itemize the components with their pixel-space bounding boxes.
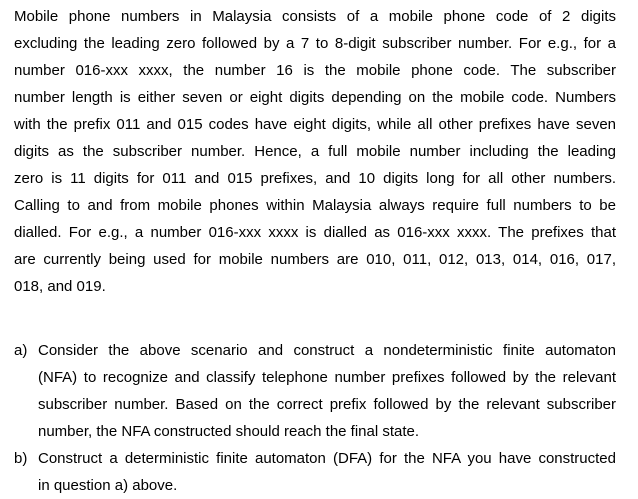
paragraph-line: number 016-xxx xxxx, the number 16 is the mobile phone code. The subscriber (14, 62, 616, 79)
paragraph-line: with the prefix 011 and 015 codes have eight digits, while all other prefixes have seven (14, 116, 616, 133)
paragraph-line: Calling to and from mobile phones within Malaysia always require full numbers to be (14, 197, 616, 214)
paragraph-line: 018, and 019. (14, 278, 106, 295)
question-line: Construct a deterministic finite automaton (DFA) for the NFA you have constructed (38, 450, 616, 467)
question-line: in question a) above. (38, 477, 178, 494)
paragraph-line: dialled. For e.g., a number 016-xxx xxxx is dialled as 016-xxx xxxx. The prefixes that (14, 224, 616, 241)
paragraph-line: zero is 11 digits for 011 and 015 prefixes, and 10 digits long for all other numbers. (14, 170, 616, 187)
paragraph-line: digits as the subscriber number. Hence, a full mobile number including the leading (14, 143, 616, 160)
question-marker: a) (14, 342, 28, 359)
question-line: subscriber number. Based on the correct prefix followed by the relevant subscriber (38, 396, 616, 413)
question-marker: b) (14, 450, 28, 467)
paragraph-line: are currently being used for mobile numbers are 010, 011, 012, 013, 014, 016, 017, (14, 251, 616, 268)
question-line: number, the NFA constructed should reach the final state. (38, 423, 420, 440)
paragraph-line: number length is either seven or eight digits depending on the mobile code. Numbers (14, 89, 616, 106)
question-line: (NFA) to recognize and classify telephone number prefixes followed by the relevant (38, 369, 616, 386)
paragraph-line: excluding the leading zero followed by a 7 to 8-digit subscriber number. For e.g., for a (14, 35, 616, 52)
paragraph-line: Mobile phone numbers in Malaysia consists of a mobile phone code of 2 digits (14, 8, 616, 25)
question-line: Consider the above scenario and construct a nondeterministic finite automaton (38, 342, 616, 359)
